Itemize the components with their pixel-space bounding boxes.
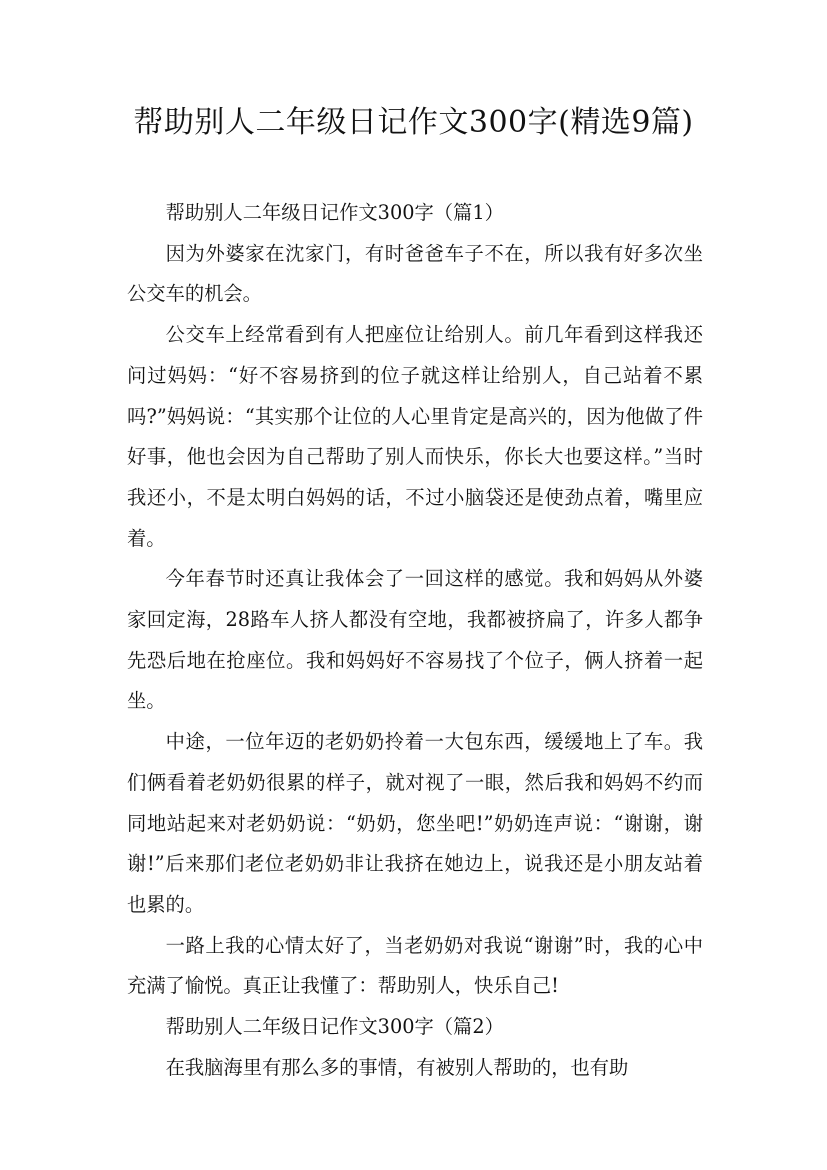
section-heading-2: 帮助别人二年级日记作文300字（篇2）: [165, 1015, 504, 1039]
paragraph: 中途，一位年迈的老奶奶拎着一大包东西，缓缓地上了车。我们俩看着老奶奶很累的样子，就对视了一眼，然后我和妈妈不约而同地站起来对老奶奶说：“奶奶，您坐吧!”奶奶连声说：“谢谢，谢谢!”后来那们老位老奶奶非让我挤在她边上，说我还是小朋友站着也累的。: [127, 730, 703, 916]
document-title: 帮助别人二年级日记作文300字(精选9篇): [133, 105, 694, 140]
document-body: [127, 193, 703, 1088]
paragraph: 今年春节时还真让我体会了一回这样的感觉。我和妈妈从外婆家回定海，28路车人挤人都没有空地，我都被挤扁了，许多人都争先恐后地在抢座位。我和妈妈好不容易找了个位子，俩人挤着一起坐。: [127, 567, 703, 713]
paragraph: 在我脑海里有那么多的事情，有被别人帮助的，也有助: [165, 1055, 629, 1079]
paragraph: 因为外婆家在沈家门，有时爸爸车子不在，所以我有好多次坐公交车的机会。: [127, 241, 703, 306]
paragraph: 一路上我的心情太好了，当老奶奶对我说“谢谢”时，我的心中充满了愉悦。真正让我懂了：帮助别人，快乐自己!: [127, 933, 703, 998]
section-heading-1: 帮助别人二年级日记作文300字（篇1）: [165, 201, 504, 224]
paragraph: 公交车上经常看到有人把座位让给别人。前几年看到这样我还问过妈妈：“好不容易挤到的位子就这样让给别人，自己站着不累吗?”妈妈说：“其实那个让位的人心里肯定是高兴的，因为他做了件好事，他也会因为自己帮助了别人而快乐，你长大也要这样。”当时我还小，不是太明白妈妈的话，不过小脑袋还是使劲点着，嘴里应着。: [127, 323, 703, 550]
